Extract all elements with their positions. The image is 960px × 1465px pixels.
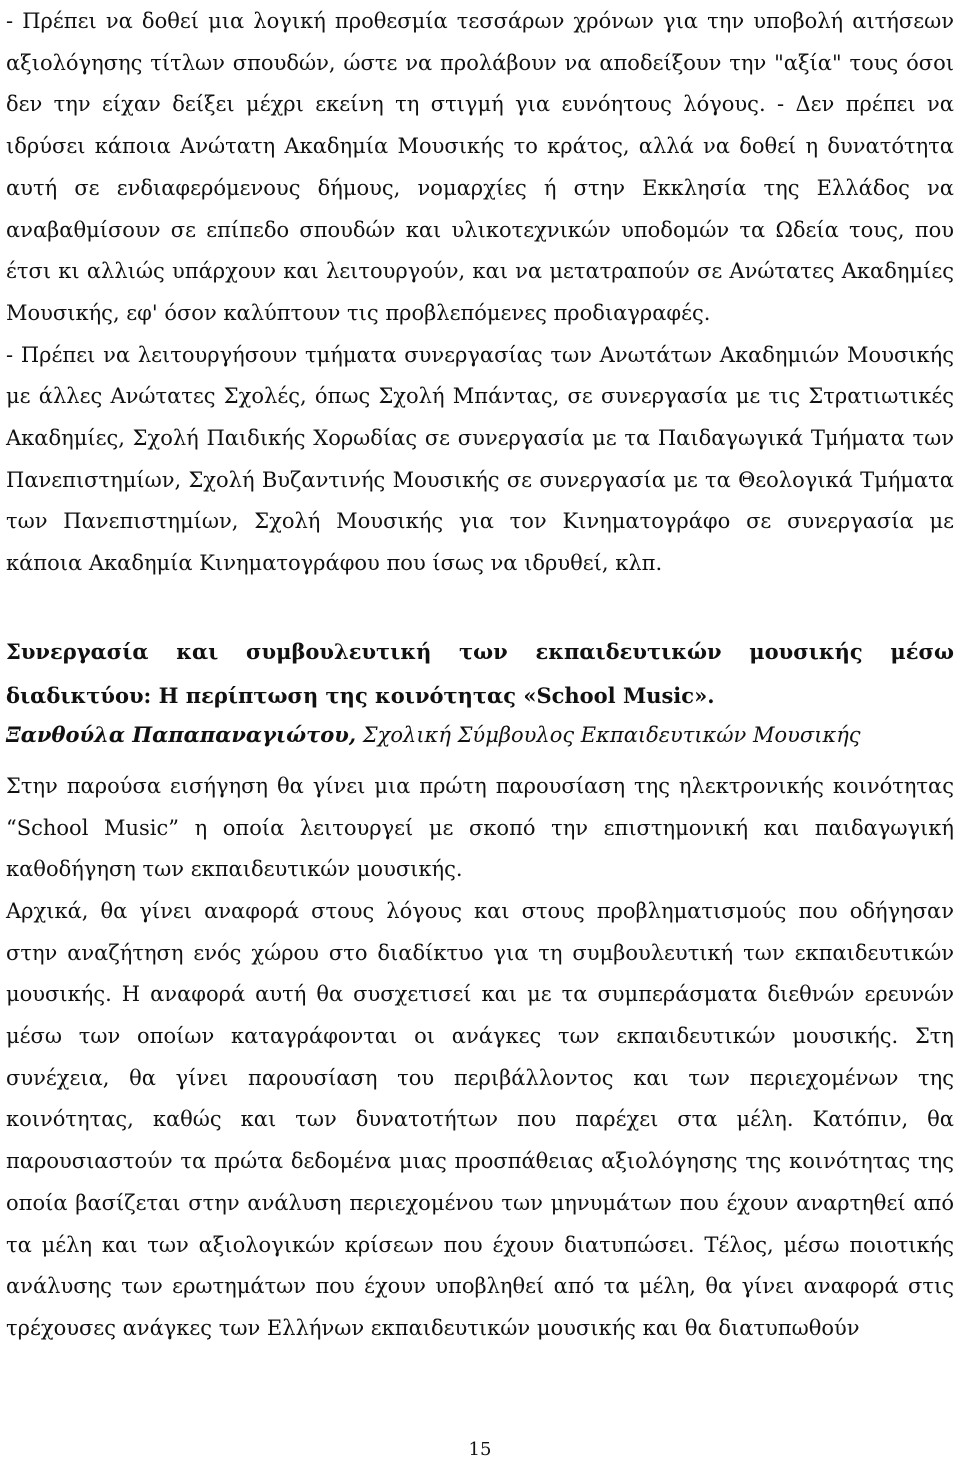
paragraph-deadline-and-academies: - Πρέπει να δοθεί μια λογική προθεσμία τεσσάρων χρόνων για την υποβολή αιτήσεων αξιολόγησης τίτλων σπουδών, ώστε να προλάβουν να αποδείξουν την "αξία" τους όσοι δεν την είχαν δείξει μέχρι εκείνη τη στιγμή για ευνόητους λόγους. - Δεν πρέπει να ιδρύσει κάποια Ανώτατη Ακαδημία Μουσικής το κράτος, αλλά να δοθεί η δυνατότητα αυτή σε ενδιαφερόμενους δήμους, νομαρχίες ή στην Εκκλησία της Ελλάδος να αναβαθμίσουν σε επίπεδο σπουδών και υλικοτεχνικών υποδομών τα Ωδεία τους, που έτσι κι αλλιώς υπάρχουν και λειτουργούν, και να μετατραπούν σε Ανώτατες Ακαδημίες Μουσικής, εφ' όσον καλύπτουν τις προβλεπόμενες προδιαγραφές.: [6, 9, 954, 325]
author-line: [6, 716, 954, 754]
section-heading: Συνεργασία και συμβουλευτική των εκπαιδευτικών μουσικής μέσω διαδικτύου: Η περίπτωση της κοινότητας «School Music».: [6, 638, 954, 708]
author-name: Ξανθούλα Παπαπαναγιώτου,: [6, 721, 357, 747]
paragraph-outline: Αρχικά, θα γίνει αναφορά στους λόγους και στους προβληματισμούς που οδήγησαν στην αναζήτηση ενός χώρου στο διαδίκτυο για τη συμβουλευτική των εκπαιδευτικών μουσικής. Η αναφορά αυτή θα συσχετισεί και με τα συμπεράσματα διεθνών ερευνών μέσω των οποίων καταγράφονται οι ανάγκες των εκπαιδευτικών μουσικής. Στη συνέχεια, θα γίνει παρουσίαση του περιβάλλοντος και των περιεχομένων της κοινότητας, καθώς και των δυνατοτήτων που παρέχει στα μέλη. Κατόπιν, θα παρουσιαστούν τα πρώτα δεδομένα μιας προσπάθειας αξιολόγησης της κοινότητας της οποία βασίζεται στην ανάλυση περιεχομένου των μηνυμάτων που έχουν αναρτηθεί από τα μέλη και των αξιολογικών κρίσεων που έχουν διατυπώσει. Τέλος, μέσω ποιοτικής ανάλυσης των ερωτημάτων που έχουν υποβληθεί από τα μέλη, θα γίνει αναφορά στις τρέχουσες ανάγκες των Ελλήνων εκπαιδευτικών μουσικής και θα διατυπωθούν: [6, 898, 954, 1340]
paragraph-cooperation-departments: - Πρέπει να λειτουργήσουν τμήματα συνεργασίας των Ανωτάτων Ακαδημιών Μουσικής με άλλες Ανώτατες Σχολές, όπως Σχολή Μπάντας, σε συνεργασία με τις Στρατιωτικές Ακαδημίες, Σχολή Παιδικής Χορωδίας σε συνεργασία με τα Παιδαγωγικά Τμήματα των Πανεπιστημίων, Σχολή Βυζαντινής Μουσικής σε συνεργασία με τα Θεολογικά Τμήματα των Πανεπιστημίων, Σχολή Μουσικής για τον Κινηματογράφο σε συνεργασία με κάποια Ακαδημία Κινηματογράφου που ίσως να ιδρυθεί, κλπ.: [6, 342, 954, 576]
author-role: Σχολική Σύμβουλος Εκπαιδευτικών Μουσικής: [356, 722, 861, 747]
paragraph-introduction: Στην παρούσα εισήγηση θα γίνει μια πρώτη παρουσίαση της ηλεκτρονικής κοινότητας “School Music” η οποία λειτουργεί με σκοπό την επιστημονική και παιδαγωγική καθοδήγηση των εκπαιδευτικών μουσικής.: [6, 773, 954, 882]
page-number: 15: [468, 1439, 492, 1460]
document-page: [6, 0, 954, 1350]
